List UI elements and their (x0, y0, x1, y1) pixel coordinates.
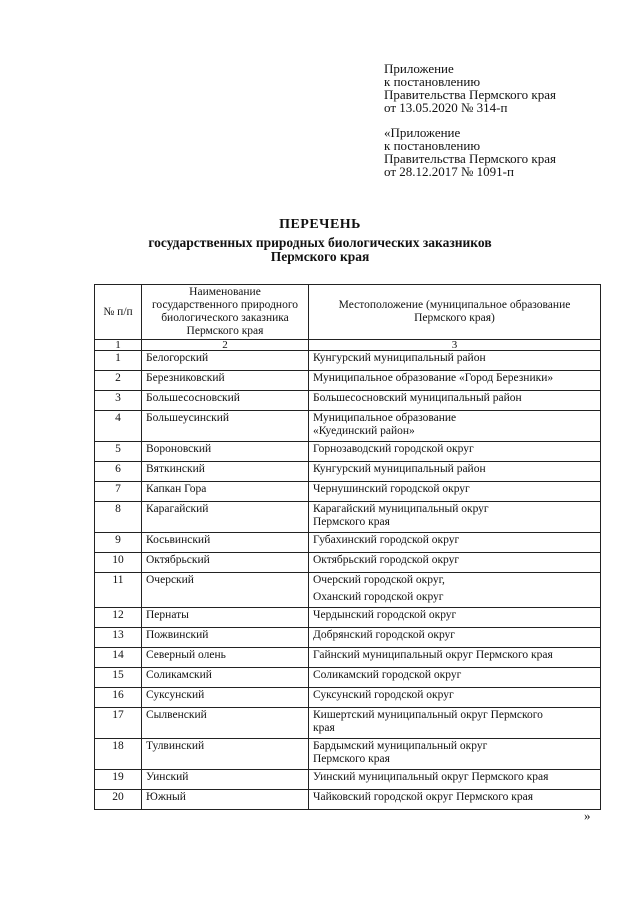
table-body (95, 351, 601, 810)
reserve-location (309, 482, 601, 502)
document-subtitle (0, 236, 640, 264)
reserve-location (309, 442, 601, 462)
row-number: 13 (95, 628, 142, 648)
row-number: 6 (95, 462, 142, 482)
table-row (95, 482, 601, 502)
appendix-block-current (384, 62, 556, 114)
location-line: Муниципальное образование «Город Березники» (313, 372, 554, 384)
row-number: 18 (95, 739, 142, 770)
header-location: Местоположение (муниципальное образование Пермского края) (309, 285, 601, 340)
subtitle-line: государственных природных биологических заказников (148, 235, 492, 250)
appendix-line: «Приложение (384, 125, 461, 140)
row-number: 4 (95, 411, 142, 442)
reserve-name: Большесосновский (142, 391, 309, 411)
reserve-location (309, 790, 601, 810)
appendix-line: от 28.12.2017 № 1091-п (384, 164, 514, 179)
row-number: 7 (95, 482, 142, 502)
table-row (95, 462, 601, 482)
reserve-location (309, 668, 601, 688)
location-line: Чердынский городской округ (313, 609, 457, 621)
row-number: 5 (95, 442, 142, 462)
location-line: Горнозаводский городской округ (313, 443, 474, 455)
location-line: Бардымский муниципальный округ (313, 740, 488, 752)
location-line: края (313, 722, 335, 734)
table-row (95, 553, 601, 573)
reserve-location (309, 533, 601, 553)
location-line: Большесосновский муниципальный район (313, 392, 522, 404)
appendix-line: к постановлению (384, 74, 481, 89)
appendix-line: к постановлению (384, 138, 481, 153)
table-row (95, 371, 601, 391)
reserve-location (309, 391, 601, 411)
closing-quote: » (584, 808, 591, 823)
table-row (95, 533, 601, 553)
reserve-location (309, 688, 601, 708)
location-line: Добрянский городской округ (313, 629, 456, 641)
reserve-name: Октябрьский (142, 553, 309, 573)
table-row (95, 668, 601, 688)
table-row (95, 770, 601, 790)
location-line: Суксунский городской округ (313, 689, 454, 701)
reserves-table (94, 284, 601, 810)
index-cell: 2 (142, 340, 309, 351)
row-number: 12 (95, 608, 142, 628)
table-index-row (95, 340, 601, 351)
row-number: 3 (95, 391, 142, 411)
reserve-name: Очерский (142, 573, 309, 608)
table-row (95, 573, 601, 608)
reserve-name: Вороновский (142, 442, 309, 462)
location-line: Губахинский городской округ (313, 534, 460, 546)
reserve-location (309, 648, 601, 668)
reserve-name: Белогорский (142, 351, 309, 371)
location-line: Чернушинский городской округ (313, 483, 470, 495)
location-line: «Куединский район» (313, 425, 415, 437)
location-line: Очерский городской округ, (313, 574, 445, 586)
reserve-location (309, 739, 601, 770)
row-number: 8 (95, 502, 142, 533)
location-line: Муниципальное образование (313, 412, 457, 424)
table-row (95, 739, 601, 770)
reserve-name: Пожвинский (142, 628, 309, 648)
reserve-name: Сылвенский (142, 708, 309, 739)
location-line: Кунгурский муниципальный район (313, 352, 486, 364)
location-line: Карагайский муниципальный округ (313, 503, 489, 515)
reserve-name: Южный (142, 790, 309, 810)
reserve-name: Березниковский (142, 371, 309, 391)
appendix-block-original (384, 126, 556, 178)
row-number: 15 (95, 668, 142, 688)
table-row (95, 628, 601, 648)
table-header-row (95, 285, 601, 340)
index-cell: 3 (309, 340, 601, 351)
reserve-location (309, 770, 601, 790)
row-number: 20 (95, 790, 142, 810)
table-row (95, 790, 601, 810)
location-line: Соликамский городской округ (313, 669, 462, 681)
location-line: Кишертский муниципальный округ Пермского (313, 709, 543, 721)
table-row (95, 688, 601, 708)
reserve-location (309, 371, 601, 391)
appendix-line: Правительства Пермского края (384, 87, 556, 102)
reserve-name: Капкан Гора (142, 482, 309, 502)
reserve-name: Суксунский (142, 688, 309, 708)
appendix-line: Приложение (384, 61, 454, 76)
appendix-line: от 13.05.2020 № 314-п (384, 100, 508, 115)
reserve-location (309, 553, 601, 573)
location-line: Пермского края (313, 516, 390, 528)
appendix-line: Правительства Пермского края (384, 151, 556, 166)
header-number: № п/п (95, 285, 142, 340)
location-line: Чайковский городской округ Пермского края (313, 791, 533, 803)
reserve-location (309, 628, 601, 648)
reserve-location (309, 351, 601, 371)
reserve-name: Вяткинский (142, 462, 309, 482)
reserve-name: Пернаты (142, 608, 309, 628)
reserve-location (309, 411, 601, 442)
table-row (95, 608, 601, 628)
table-row (95, 648, 601, 668)
reserve-name: Уинский (142, 770, 309, 790)
reserve-name: Тулвинский (142, 739, 309, 770)
table-row (95, 351, 601, 371)
row-number: 1 (95, 351, 142, 371)
reserve-location (309, 502, 601, 533)
reserve-location (309, 608, 601, 628)
table-row (95, 411, 601, 442)
location-line: Кунгурский муниципальный район (313, 463, 486, 475)
row-number: 11 (95, 573, 142, 608)
row-number: 14 (95, 648, 142, 668)
reserve-location (309, 573, 601, 608)
table-row (95, 391, 601, 411)
row-number: 17 (95, 708, 142, 739)
location-line: Пермского края (313, 753, 390, 765)
row-number: 19 (95, 770, 142, 790)
row-number: 2 (95, 371, 142, 391)
location-line: Уинский муниципальный округ Пермского края (313, 771, 549, 783)
row-number: 16 (95, 688, 142, 708)
location-line: Оханский городской округ (313, 591, 444, 603)
table-row (95, 442, 601, 462)
row-number: 10 (95, 553, 142, 573)
header-name: Наименование государственного природного биологического заказника Пермского края (142, 285, 309, 340)
table-row (95, 708, 601, 739)
reserve-name: Большеусинский (142, 411, 309, 442)
reserve-name: Косьвинский (142, 533, 309, 553)
reserve-name: Карагайский (142, 502, 309, 533)
reserve-name: Соликамский (142, 668, 309, 688)
document-title: ПЕРЕЧЕНЬ (279, 217, 361, 232)
reserve-name: Северный олень (142, 648, 309, 668)
table-row (95, 502, 601, 533)
location-line: Октябрьский городской округ (313, 554, 460, 566)
reserve-location (309, 462, 601, 482)
location-line: Гайнский муниципальный округ Пермского края (313, 649, 553, 661)
row-number: 9 (95, 533, 142, 553)
index-cell: 1 (95, 340, 142, 351)
reserve-location (309, 708, 601, 739)
subtitle-line: Пермского края (270, 249, 370, 264)
